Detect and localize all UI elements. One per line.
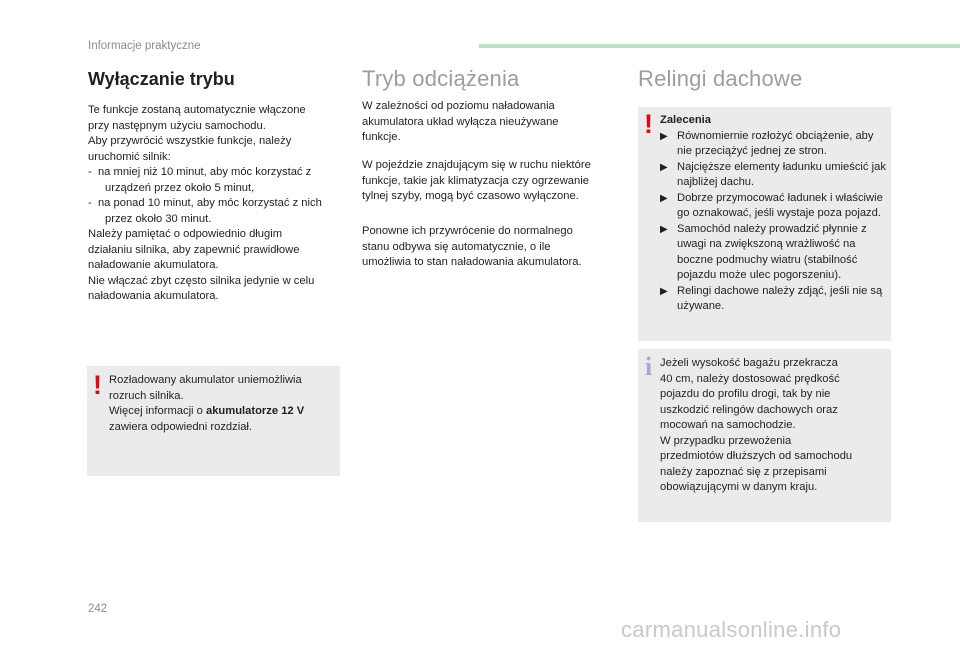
- recommendation-text: Samochód należy prowadzić płynnie z uwagi na zwiększoną wrażliwość na boczne podmuchy wiatru (stabilność pojazdu może ulec pogorszeniu).: [677, 222, 867, 281]
- text-line: tylnej szyby, mogą być czasowo wyłączone.: [362, 190, 579, 202]
- recommendation-text: Relingi dachowe należy zdjąć, jeśli nie są używane.: [677, 284, 883, 312]
- info-line: mocowań na samochodzie.: [660, 419, 796, 431]
- section-header: Informacje praktyczne: [88, 40, 201, 52]
- text-line: Ponowne ich przywrócenie do normalnego: [362, 225, 573, 237]
- text-line: funkcje, takie jak klimatyzacja czy ogrzewanie: [362, 174, 589, 187]
- warning-line: rozruch silnika.: [109, 389, 184, 402]
- text-line: Te funkcje zostaną automatycznie włączone: [88, 104, 306, 116]
- col1-body: [88, 103, 340, 305]
- bullet-arrow-icon: ▶: [660, 130, 668, 142]
- text-line: Aby przywrócić wszystkie funkcje, należy: [88, 135, 292, 147]
- warning-box-battery: [87, 366, 340, 476]
- recommendation-item: [660, 160, 887, 191]
- info-line: obowiązującymi w danym kraju.: [660, 481, 818, 493]
- recommendations-text: [660, 113, 887, 315]
- recommendation-item: [660, 129, 887, 160]
- warning-icon: !: [644, 109, 653, 139]
- text-line: Należy pamiętać o odpowiednio długim: [88, 228, 283, 240]
- text-line: Nie włączać zbyt często silnika jedynie w celu: [88, 274, 315, 287]
- text-line: funkcje.: [362, 131, 401, 143]
- header-accent-bar: [479, 44, 960, 48]
- recommendation-text: Najcięższe elementy ładunku umieścić jak najbliżej dachu.: [677, 160, 886, 188]
- col2-p1: [362, 99, 617, 146]
- bullet-arrow-icon: ▶: [660, 285, 668, 297]
- recommendation-item: [660, 284, 887, 315]
- text-line: działaniu silnika, aby zapewnić prawidłowe: [88, 243, 300, 256]
- info-text: [660, 356, 887, 496]
- page-number: 242: [88, 603, 108, 615]
- bullet-arrow-icon: ▶: [660, 192, 668, 204]
- text-line: naładowanie akumulatora.: [88, 259, 219, 271]
- info-line: 40 cm, należy dostosować prędkość: [660, 372, 840, 385]
- warning-line: zawiera odpowiedni rozdział.: [109, 420, 253, 433]
- text-line: stanu odbywa się automatycznie, o ile: [362, 240, 551, 253]
- warning-line: Rozładowany akumulator uniemożliwia: [109, 374, 302, 386]
- info-line: należy zapoznać się z przepisami: [660, 465, 827, 478]
- battery-12v-link: akumulatorze 12 V: [205, 405, 305, 417]
- warning-line: [109, 404, 337, 420]
- text-line: W zależności od poziomu naładowania: [362, 100, 555, 112]
- warning-text: [109, 373, 337, 435]
- warning-line-pre: Więcej informacji o: [109, 405, 206, 417]
- info-box-luggage: [638, 349, 891, 522]
- bullet-arrow-icon: ▶: [660, 161, 668, 173]
- info-line: przedmiotów dłuższych od samochodu: [660, 450, 853, 462]
- text-line: przy następnym użyciu samochodu.: [88, 119, 266, 132]
- title-tryb-odciazenia: Tryb odciążenia: [362, 66, 520, 91]
- col2-p3: [362, 224, 617, 271]
- text-line: umożliwia to stan naładowania akumulatora.: [362, 256, 582, 268]
- info-line: Jeżeli wysokość bagażu przekracza: [660, 357, 838, 369]
- title-relingi-dachowe: Relingi dachowe: [638, 66, 803, 91]
- recommendations-heading: Zalecenia: [660, 114, 711, 126]
- bullet-arrow-icon: ▶: [660, 223, 668, 235]
- text-line: akumulatora układ wyłącza nieużywane: [362, 115, 559, 128]
- dash-item: - na ponad 10 minut, aby móc korzystać z nich przez około 30 minut.: [88, 197, 322, 225]
- recommendation-item: [660, 191, 887, 222]
- info-line: uszkodzić relingów dachowych oraz: [660, 403, 838, 416]
- recommendations-box: [638, 107, 891, 341]
- col2-p2: [362, 158, 617, 205]
- watermark[interactable]: carmanualsonline.info: [621, 617, 842, 642]
- title-wylaczanie-trybu: Wyłączanie trybu: [88, 69, 235, 89]
- recommendation-text: Dobrze przymocować ładunek i właściwie go oznakować, jeśli wystaje poza pojazd.: [677, 191, 883, 219]
- text-line: W pojeździe znajdującym się w ruchu niektóre: [362, 159, 591, 171]
- recommendation-item: [660, 222, 887, 284]
- text-line: uruchomić silnik:: [88, 150, 171, 163]
- text-line: naładowania akumulatora.: [88, 290, 219, 302]
- recommendation-text: Równomiernie rozłożyć obciążenie, aby nie przeciążyć jednej ze stron.: [677, 129, 874, 157]
- dash-item: - na mniej niż 10 minut, aby móc korzystać z urządzeń przez około 5 minut,: [88, 166, 312, 194]
- info-icon: i: [645, 352, 653, 381]
- info-line: W przypadku przewożenia: [660, 434, 792, 447]
- warning-icon: !: [93, 370, 102, 400]
- info-line: pojazdu do profilu drogi, tak by nie: [660, 388, 831, 400]
